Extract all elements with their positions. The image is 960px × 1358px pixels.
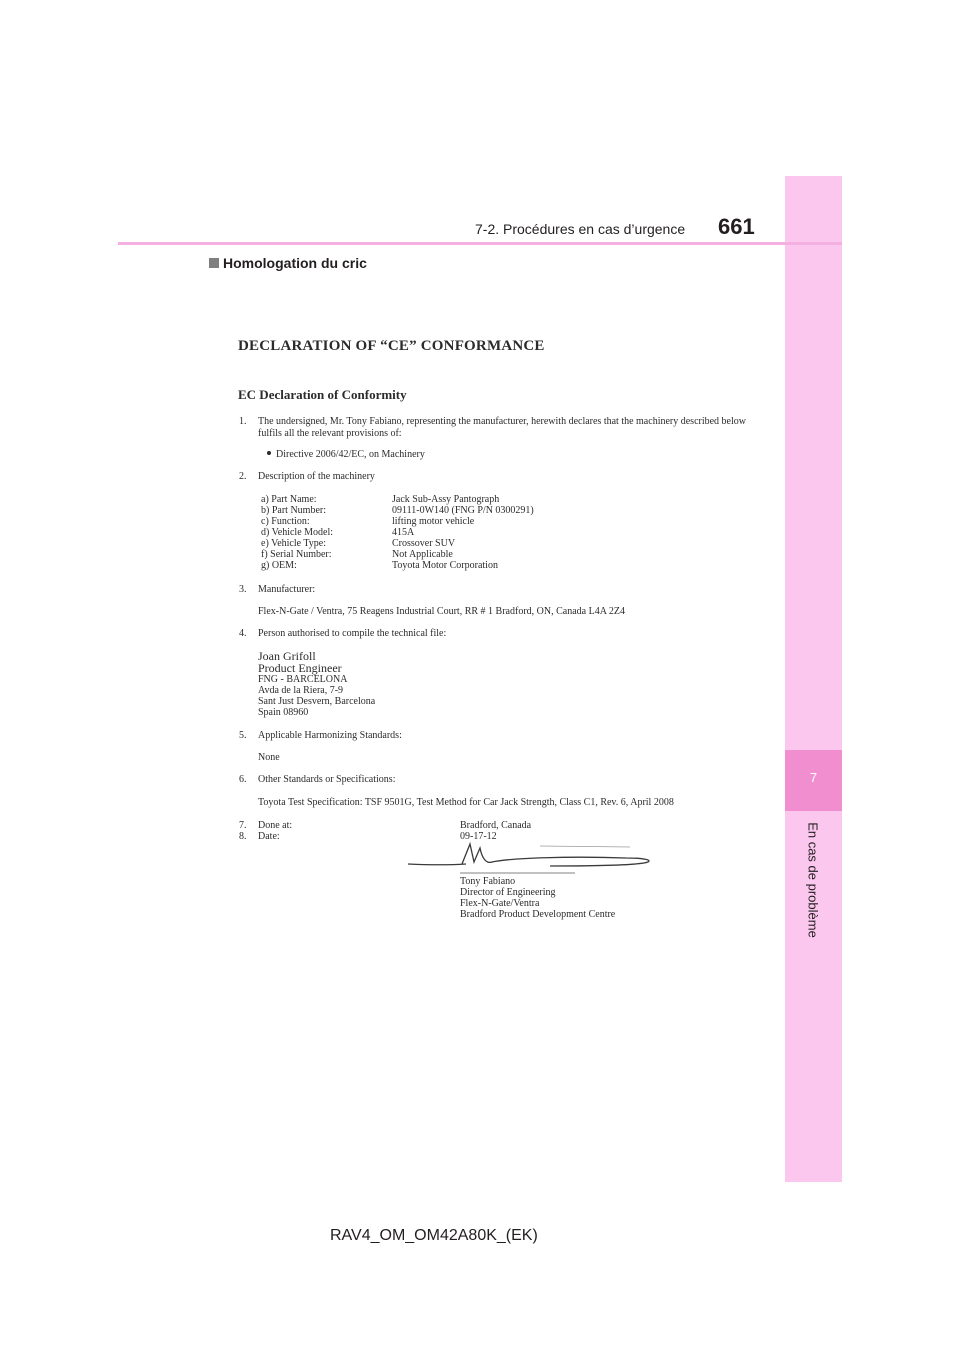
directive-text: Directive 2006/42/EC, on Machinery [276, 449, 425, 460]
address-line: Spain 08960 [258, 707, 309, 718]
item8-label: Date: [258, 831, 280, 842]
machinery-key: c) Function: [261, 516, 310, 527]
item-number: 2. [239, 471, 247, 482]
signatory-line: Flex-N-Gate/Ventra [460, 898, 540, 909]
address-line: FNG - BARCELONA [258, 674, 348, 685]
item-number: 4. [239, 628, 247, 639]
declaration-subtitle: EC Declaration of Conformity [238, 387, 407, 402]
chapter-number: 7 [809, 770, 818, 785]
machinery-value: Crossover SUV [392, 538, 456, 549]
chapter-title: En cas de problème [805, 822, 821, 938]
item7-label: Done at: [258, 820, 293, 831]
item4-label: Person authorised to compile the technical file: [258, 628, 447, 639]
machinery-value: lifting motor vehicle [392, 516, 475, 527]
machinery-value: 09111-0W140 (FNG P/N 0300291) [392, 505, 534, 516]
standards-value: None [258, 752, 280, 763]
machinery-value: 415A [392, 527, 415, 538]
document-code: RAV4_OM_OM42A80K_(EK) [330, 1227, 538, 1244]
person-name: Joan Grifoll [258, 649, 316, 663]
handwritten-signature-icon [400, 838, 660, 878]
machinery-value: Toyota Motor Corporation [392, 560, 498, 571]
machinery-key: g) OEM: [261, 560, 297, 571]
signatory-line: Director of Engineering [460, 887, 556, 898]
machinery-key: e) Vehicle Type: [261, 538, 327, 549]
item-number: 3. [239, 584, 247, 595]
address-line: Sant Just Desvern, Barcelona [258, 696, 376, 707]
item1-text-line1: The undersigned, Mr. Tony Fabiano, representing the manufacturer, herewith declares that the machinery described below [258, 416, 746, 427]
machinery-key: b) Part Number: [261, 505, 326, 516]
item-number: 1. [239, 416, 247, 427]
machinery-value: Not Applicable [392, 549, 453, 560]
machinery-value: Jack Sub-Assy Pantograph [392, 494, 500, 505]
address-line: Avda de la Riera, 7-9 [258, 685, 344, 696]
item1-text-line2: fulfils all the relevant provisions of: [258, 428, 402, 439]
item8-value: 09-17-12 [460, 831, 497, 842]
declaration-title: DECLARATION OF “CE” CONFORMANCE [238, 338, 545, 354]
page-number: 661 [718, 214, 755, 239]
manufacturer-address: Flex-N-Gate / Ventra, 75 Reagens Industrial Court, RR # 1 Bradford, ON, Canada L4A 2Z4 [258, 606, 625, 617]
item6-label: Other Standards or Specifications: [258, 774, 396, 785]
bullet-icon [267, 451, 271, 455]
machinery-key: f) Serial Number: [261, 549, 332, 560]
machinery-key: d) Vehicle Model: [261, 527, 334, 538]
directive-line [267, 449, 425, 460]
item2-label: Description of the machinery [258, 471, 375, 482]
signatory-line: Bradford Product Development Centre [460, 909, 616, 920]
subsection-title: Homologation du cric [223, 255, 367, 271]
item7-value: Bradford, Canada [460, 820, 532, 831]
machinery-key: a) Part Name: [261, 494, 317, 505]
item-number: 6. [239, 774, 247, 785]
signatory-line: Tony Fabiano [460, 876, 516, 887]
person-role: Product Engineer [258, 661, 342, 675]
item3-label: Manufacturer: [258, 584, 316, 595]
item-number: 8. [239, 831, 247, 842]
item5-label: Applicable Harmonizing Standards: [258, 730, 402, 741]
item-number: 7. [239, 820, 247, 831]
spec-value: Toyota Test Specification: TSF 9501G, Test Method for Car Jack Strength, Class C1, Rev. 6, April 2008 [258, 797, 674, 808]
item-number: 5. [239, 730, 247, 741]
section-heading: 7-2. Procédures en cas d’urgence [475, 221, 686, 237]
